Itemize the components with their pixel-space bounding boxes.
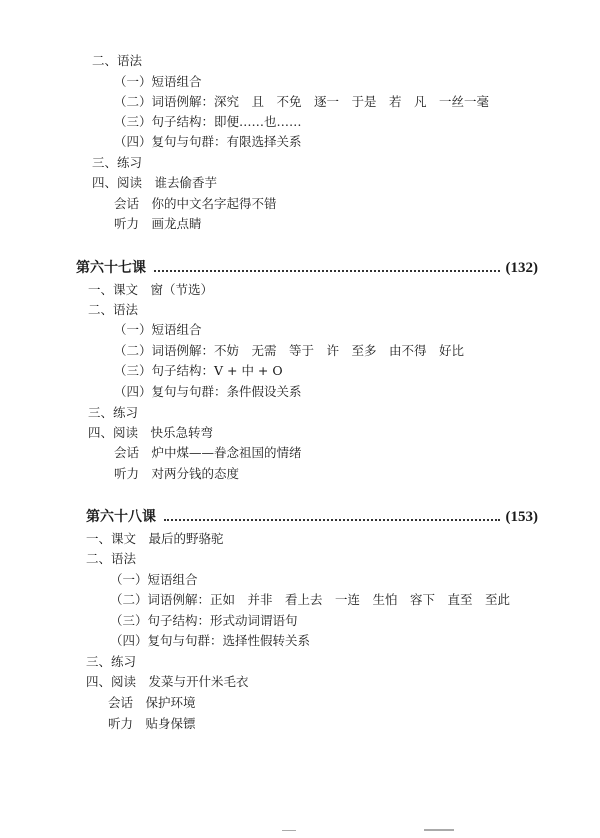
lesson-68-page-number: (153) (505, 509, 538, 525)
listening-item: 听力 画龙点睛 (114, 216, 202, 231)
grammar-item-phrase: （一）短语组合 (114, 322, 202, 337)
grammar-item-structure: （三）句子结构：即便……也…… (114, 114, 302, 129)
leader-dots (164, 519, 500, 521)
grammar-item-structure: （三）句子结构：V + 中 + O (114, 363, 283, 378)
grammar-item-complex: （四）复句与句群：选择性假转关系 (110, 633, 311, 648)
section-heading-text: 一、课文 窗（节选） (88, 282, 214, 297)
section-heading-reading: 四、阅读 发菜与开什米毛衣 (86, 674, 249, 689)
section-heading-grammar: 二、语法 (88, 302, 139, 317)
grammar-item-words: （二）词语例解：不妨 无需 等于 许 至多 由不得 好比 (114, 343, 465, 358)
section-heading-exercise: 三、练习 (92, 155, 143, 170)
section-heading-exercise: 三、练习 (86, 654, 137, 669)
section-heading-text: 一、课文 最后的野骆驼 (86, 531, 224, 546)
section-heading-reading: 四、阅读 谁去偷香芋 (92, 175, 218, 190)
conversation-item: 会话 保护环境 (108, 695, 196, 710)
section-heading-grammar: 二、语法 (86, 551, 137, 566)
grammar-item-structure: （三）句子结构：形式动词谓语句 (110, 613, 298, 628)
scan-mark (282, 830, 296, 831)
grammar-item-phrase: （一）短语组合 (110, 572, 198, 587)
grammar-item-complex: （四）复句与句群：有限选择关系 (114, 134, 302, 149)
listening-item: 听力 对两分钱的态度 (114, 466, 240, 481)
grammar-item-words: （二）词语例解：正如 并非 看上去 一连 生怕 容下 直至 至此 (110, 592, 511, 607)
section-heading-reading: 四、阅读 快乐急转弯 (88, 425, 214, 440)
lesson-67-heading[interactable] (76, 259, 538, 277)
lesson-67-page-number: (132) (505, 260, 538, 276)
grammar-item-complex: （四）复句与句群：条件假设关系 (114, 384, 302, 399)
leader-dots (154, 270, 500, 272)
scan-mark (424, 829, 454, 831)
section-heading-grammar: 二、语法 (92, 53, 143, 68)
lesson-68-heading[interactable] (86, 508, 538, 526)
grammar-item-words: （二）词语例解：深究 且 不免 逐一 于是 若 凡 一丝一毫 (114, 94, 490, 109)
section-heading-exercise: 三、练习 (88, 405, 139, 420)
conversation-item: 会话 你的中文名字起得不错 (114, 196, 277, 211)
grammar-item-phrase: （一）短语组合 (114, 74, 202, 89)
listening-item: 听力 贴身保镖 (108, 716, 196, 731)
conversation-item: 会话 炉中煤——眷念祖国的情绪 (114, 445, 302, 460)
lesson-67-title: 第六十七课 (76, 260, 146, 276)
lesson-68-title: 第六十八课 (86, 509, 156, 525)
